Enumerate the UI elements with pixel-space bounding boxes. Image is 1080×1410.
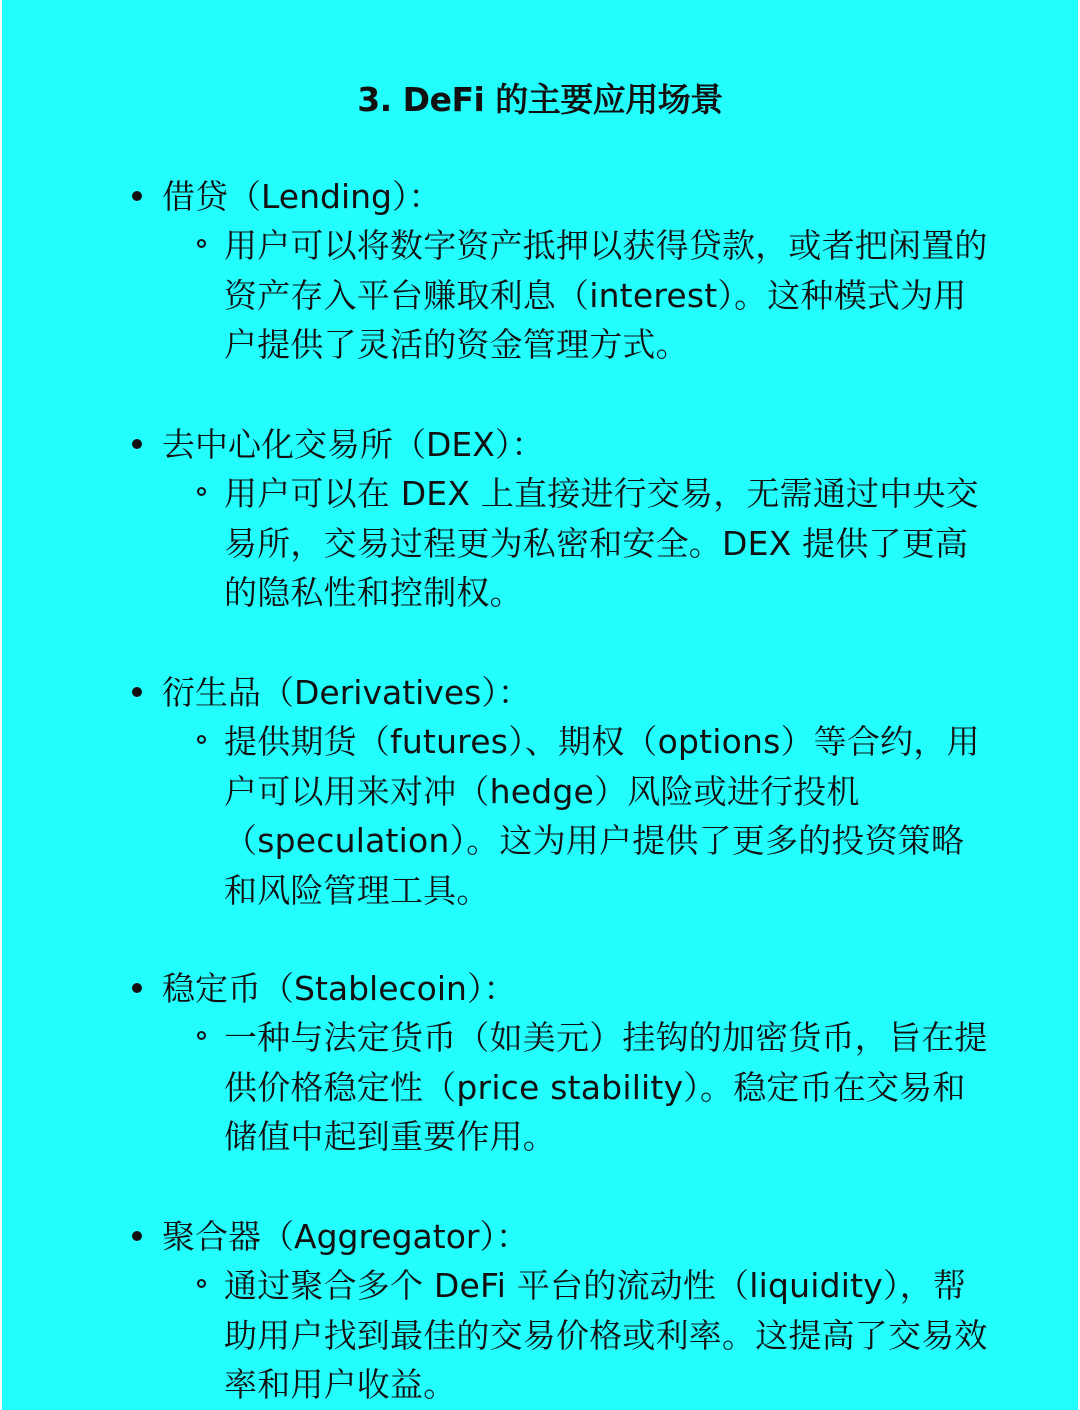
list-item-derivatives [130, 668, 1030, 915]
page-title: 3. DeFi 的主要应用场景 [357, 80, 723, 119]
heading-text: 衍生品（Derivatives）： [162, 673, 531, 712]
list-item-description [224, 469, 994, 618]
list-item-description [224, 221, 994, 370]
bullet-dot-icon [132, 1231, 142, 1241]
description-text: 一种与法定货币（如美元）挂钩的加密货币，旨在提供价格稳定性（price stability）。稳定币在交易和储值中起到重要作用。 [224, 1018, 988, 1156]
sub-bullet-circle-icon [197, 487, 206, 496]
list-item-stablecoin [130, 964, 1030, 1162]
list-item-heading [130, 172, 1030, 221]
description-text: 用户可以将数字资产抵押以获得贷款，或者把闲置的资产存入平台赚取利息（interest）。这种模式为用户提供了灵活的资金管理方式。 [224, 226, 988, 364]
list-item-aggregator [130, 1212, 1030, 1410]
list-item-heading [130, 1212, 1030, 1261]
list-item-lending [130, 172, 1030, 370]
description-text: 提供期货（futures）、期权（options）等合约，用户可以用来对冲（hedge）风险或进行投机（speculation）。这为用户提供了更多的投资策略和风险管理工具。 [224, 722, 980, 910]
list-item-heading [130, 420, 1030, 469]
document-page [2, 0, 1078, 1410]
sub-bullet-circle-icon [197, 1279, 206, 1288]
list-item-description [224, 1013, 994, 1162]
list-item-dex [130, 420, 1030, 618]
list-item-heading [130, 964, 1030, 1013]
description-text: 用户可以在 DEX 上直接进行交易，无需通过中央交易所，交易过程更为私密和安全。DEX 提供了更高的隐私性和控制权。 [224, 474, 979, 612]
list-item-description [224, 717, 994, 915]
bullet-dot-icon [132, 439, 142, 449]
heading-text: 去中心化交易所（DEX）： [162, 425, 545, 464]
sub-bullet-circle-icon [197, 239, 206, 248]
heading-text: 聚合器（Aggregator）： [162, 1217, 529, 1256]
bullet-dot-icon [132, 191, 142, 201]
bullet-dot-icon [132, 687, 142, 697]
description-text: 通过聚合多个 DeFi 平台的流动性（liquidity），帮助用户找到最佳的交易价格或利率。这提高了交易效率和用户收益。 [224, 1266, 988, 1404]
sub-bullet-circle-icon [197, 1031, 206, 1040]
list-item-description [224, 1261, 994, 1410]
sub-bullet-circle-icon [197, 735, 206, 744]
heading-text: 稳定币（Stablecoin）： [162, 969, 517, 1008]
list-item-heading [130, 668, 1030, 717]
heading-text: 借贷（Lending）： [162, 177, 442, 216]
bullet-dot-icon [132, 983, 142, 993]
